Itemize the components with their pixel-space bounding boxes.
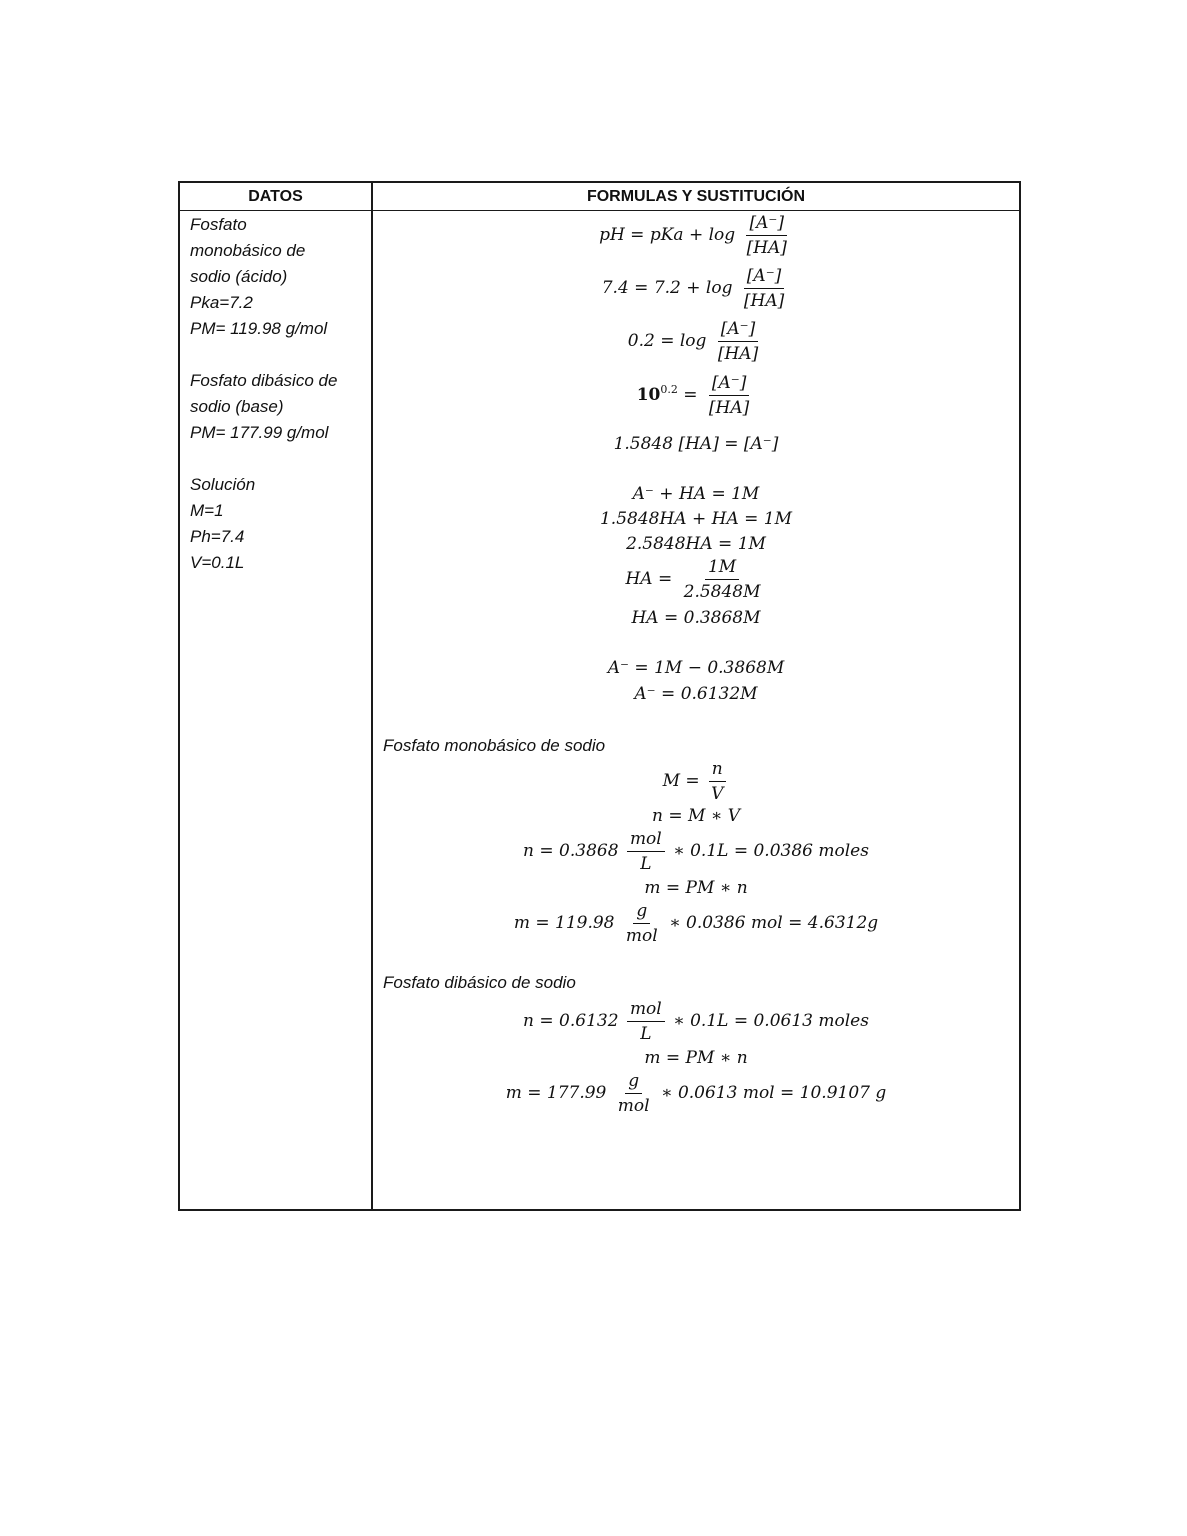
equation-henderson <box>373 212 1019 259</box>
fraction-numerator: [A⁻] <box>746 212 787 236</box>
fraction <box>681 556 764 603</box>
equation-left: M = <box>662 771 700 791</box>
fraction-denominator: [HA] <box>717 344 759 364</box>
datos-line: Solución <box>190 475 256 494</box>
fraction-numerator: mol <box>627 828 665 852</box>
equation-mass-dibasic <box>373 1070 1019 1117</box>
power-base: 10 <box>636 385 661 405</box>
datos-column <box>190 212 368 576</box>
equation-right: ∗ 0.1L = 0.0386 moles <box>673 841 869 861</box>
equation-right: ∗ 0.1L = 0.0613 moles <box>673 1011 869 1031</box>
equation-substitution <box>373 265 1019 312</box>
fraction-denominator: L <box>640 1024 652 1044</box>
equals-sign: = <box>683 385 698 405</box>
section-dibasic: Fosfato dibásico de sodio <box>383 973 576 992</box>
fraction-denominator: mol <box>617 1096 650 1116</box>
data-table <box>178 181 1021 1211</box>
fraction-denominator: L <box>640 854 652 874</box>
equation-moles-dibasic <box>373 998 1019 1045</box>
equation-ratio: 1.5848 [HA] = [A⁻] <box>613 434 779 454</box>
datos-line: Fosfato dibásico de <box>190 371 338 390</box>
datos-line: Ph=7.4 <box>190 527 245 546</box>
header-formulas: FORMULAS Y SUSTITUCIÓN <box>586 188 806 205</box>
equation-right: ∗ 0.0613 mol = 10.9107 g <box>660 1083 887 1103</box>
fraction <box>708 758 726 805</box>
equation-left: HA = <box>625 569 673 589</box>
equation-left: n = 0.6132 <box>523 1011 619 1031</box>
datos-line: sodio (ácido) <box>190 267 288 286</box>
equation-left: n = 0.3868 <box>523 841 619 861</box>
equation-left: 0.2 = log <box>627 331 707 351</box>
fraction-denominator: [HA] <box>746 238 787 258</box>
datos-line: M=1 <box>190 501 224 520</box>
header-row <box>180 183 1019 211</box>
equation-left: pH = pKa + log <box>599 225 736 245</box>
equation-log <box>373 318 1019 365</box>
datos-line: monobásico de <box>190 241 306 260</box>
equation-left: 7.4 = 7.2 + log <box>601 278 733 298</box>
fraction <box>706 372 752 419</box>
fraction <box>741 265 787 312</box>
power-exponent: 0.2 <box>660 383 678 396</box>
fraction-denominator: [HA] <box>708 398 750 418</box>
equation-left: m = 177.99 <box>505 1083 607 1103</box>
fraction <box>715 318 761 365</box>
equation-moles-monobasic <box>373 828 1019 875</box>
datos-line: Fosfato <box>190 215 247 234</box>
fraction-denominator: V <box>711 784 724 804</box>
datos-line: sodio (base) <box>190 397 284 416</box>
header-datos: DATOS <box>248 188 303 205</box>
datos-line: V=0.1L <box>190 553 245 572</box>
equation-power <box>373 372 1019 419</box>
fraction-numerator: g <box>633 900 650 924</box>
equation-mass-formula: m = PM ∗ n <box>644 878 748 898</box>
equation-right: ∗ 0.0386 mol = 4.6312g <box>669 913 879 933</box>
equation-sum-substituted: 1.5848HA + HA = 1M <box>599 509 792 529</box>
fraction-numerator: [A⁻] <box>709 372 750 396</box>
fraction-numerator: [A⁻] <box>718 318 759 342</box>
datos-line: PM= 119.98 g/mol <box>190 319 328 338</box>
fraction-denominator: [HA] <box>743 291 785 311</box>
equation-ha-result: HA = 0.3868M <box>631 608 761 628</box>
formulas-column <box>373 210 1019 1209</box>
fraction-numerator: [A⁻] <box>744 265 785 289</box>
fraction-numerator: n <box>709 758 726 782</box>
equation-left: m = 119.98 <box>513 913 615 933</box>
equation-moles-formula: n = M ∗ V <box>651 806 741 826</box>
fraction <box>627 828 665 875</box>
equation-mass-monobasic <box>373 900 1019 947</box>
datos-line: Pka=7.2 <box>190 293 253 312</box>
equation-a-result: A⁻ = 0.6132M <box>634 684 758 704</box>
section-monobasic: Fosfato monobásico de sodio <box>383 736 606 755</box>
equation-ha-fraction <box>373 556 1019 603</box>
datos-line: PM= 177.99 g/mol <box>190 423 329 442</box>
equation-molarity <box>373 758 1019 805</box>
fraction <box>744 212 790 259</box>
equation-a-minus: A⁻ = 1M − 0.3868M <box>607 658 785 678</box>
fraction-numerator: 1M <box>705 556 739 580</box>
equation-sum: A⁻ + HA = 1M <box>632 484 760 504</box>
fraction <box>623 900 661 947</box>
fraction-numerator: mol <box>627 998 665 1022</box>
fraction-numerator: g <box>625 1070 642 1094</box>
equation-sum-combined: 2.5848HA = 1M <box>626 534 766 554</box>
fraction <box>627 998 665 1045</box>
fraction-denominator: mol <box>625 926 658 946</box>
equation-mass-formula-2: m = PM ∗ n <box>644 1048 748 1068</box>
fraction <box>615 1070 653 1117</box>
fraction-denominator: 2.5848M <box>683 582 761 602</box>
